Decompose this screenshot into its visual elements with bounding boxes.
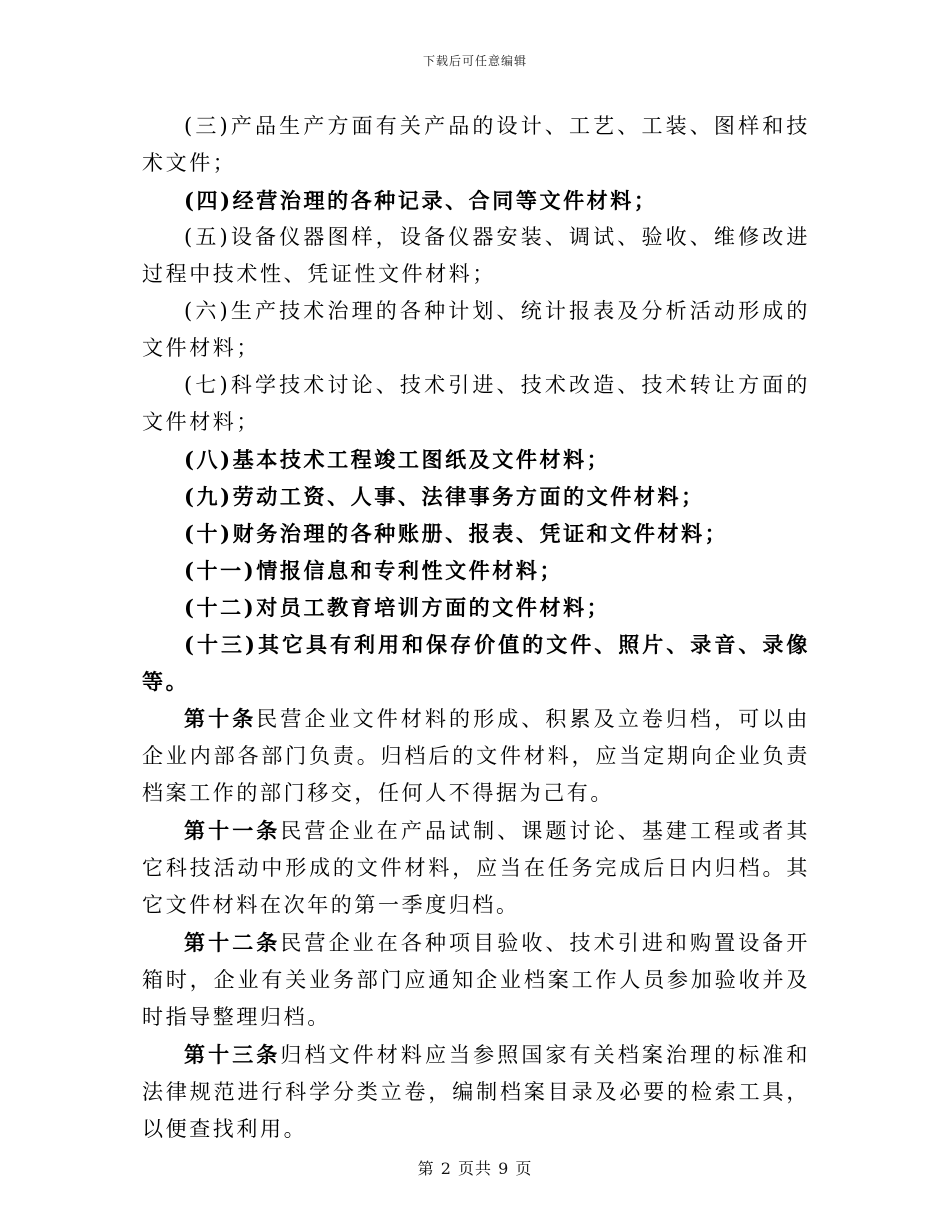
paragraph-item-4 [142, 182, 810, 219]
paragraph-item-3 [142, 108, 810, 182]
article-12 [142, 924, 810, 1036]
paragraph-item-8 [142, 441, 810, 478]
paragraph-text: (六)生产技术治理的各种计划、统计报表及分析活动形成的文件材料； [142, 299, 810, 360]
paragraph-item-5 [142, 219, 810, 293]
article-number: 第十二条 [184, 930, 281, 955]
paragraph-text: (三)产品生产方面有关产品的设计、工艺、工装、图样和技术文件； [142, 114, 810, 175]
paragraph-text: (十三)其它具有利用和保存价值的文件、照片、录音、录像等。 [142, 632, 810, 694]
page-footer: 第 2 页共 9 页 [417, 1159, 533, 1178]
page-header: 下载后可任意编辑 [422, 54, 527, 68]
article-text: 归档文件材料应当参照国家有关档案治理的标准和法律规范进行科学分类立卷，编制档案目录及必要的检索工具，以便查找利用。 [142, 1043, 810, 1141]
paragraph-item-10 [142, 515, 810, 552]
article-text: 民营企业文件材料的形成、积累及立卷归档，可以由企业内部各部门负责。归档后的文件材料，应当定期向企业负责档案工作的部门移交，任何人不得据为己有。 [142, 707, 810, 805]
paragraph-text: (十二)对员工教育培训方面的文件材料； [184, 595, 611, 620]
paragraph-text: (十一)情报信息和专利性文件材料； [184, 558, 564, 583]
paragraph-text: (十)财务治理的各种账册、报表、凭证和文件材料； [184, 521, 729, 546]
article-text: 民营企业在各种项目验收、技术引进和购置设备开箱时，企业有关业务部门应通知企业档案工作人员参加验收并及时指导整理归档。 [142, 931, 810, 1029]
paragraph-text: (九)劳动工资、人事、法律事务方面的文件材料； [184, 484, 705, 509]
article-number: 第十条 [184, 706, 257, 731]
article-13 [142, 1036, 810, 1148]
paragraph-text: (四)经营治理的各种记录、合同等文件材料； [184, 188, 658, 213]
article-10 [142, 700, 810, 812]
paragraph-item-9 [142, 478, 810, 515]
article-number: 第十一条 [184, 818, 281, 843]
article-number: 第十三条 [184, 1042, 281, 1067]
paragraph-item-11 [142, 552, 810, 589]
paragraph-item-7 [142, 367, 810, 441]
paragraph-item-12 [142, 589, 810, 626]
paragraph-text: (五)设备仪器图样，设备仪器安装、调试、验收、维修改进过程中技术性、凭证性文件材料； [142, 225, 810, 286]
document-body [142, 108, 810, 1148]
paragraph-text: (八)基本技术工程竣工图纸及文件材料； [184, 447, 611, 472]
paragraph-item-6 [142, 293, 810, 367]
article-11 [142, 812, 810, 924]
paragraph-text: (七)科学技术讨论、技术引进、技术改造、技术转让方面的文件材料； [142, 373, 810, 434]
paragraph-item-13 [142, 626, 810, 700]
article-text: 民营企业在产品试制、课题讨论、基建工程或者其它科技活动中形成的文件材料，应当在任务完成后日内归档。其它文件材料在次年的第一季度归档。 [142, 819, 810, 917]
